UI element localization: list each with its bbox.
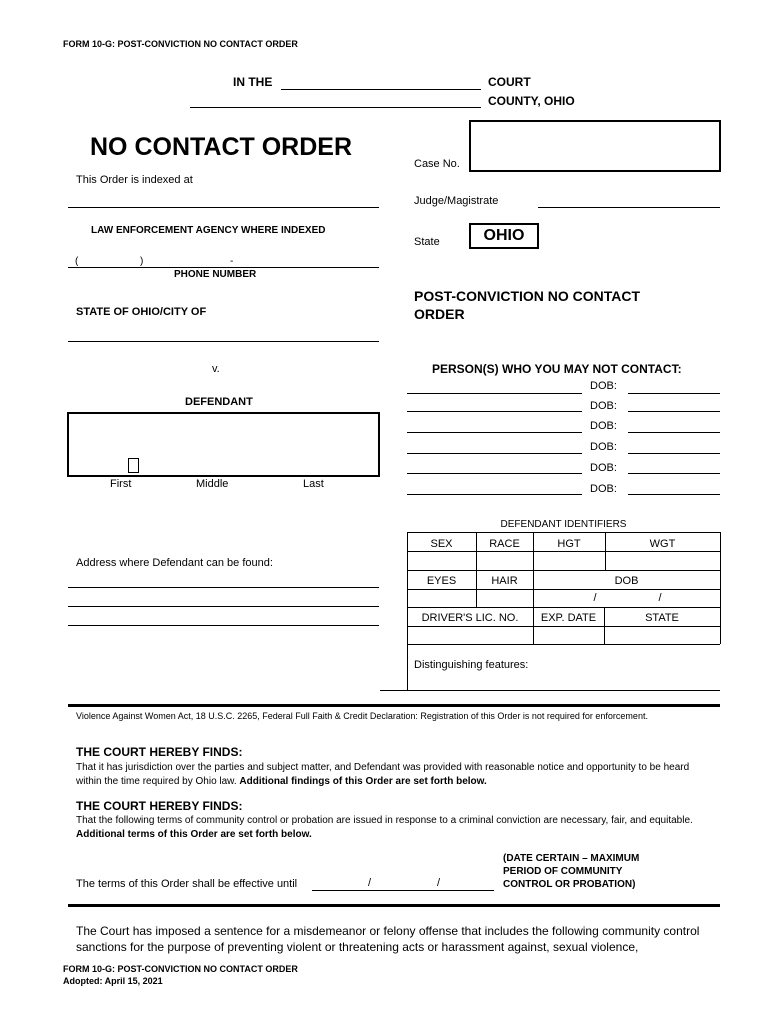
state-value: OHIO	[483, 227, 525, 244]
case-no-label: Case No.	[414, 158, 460, 170]
state-label: State	[414, 236, 440, 248]
phone-close-paren: )	[140, 256, 144, 267]
finds-1-bold: Additional findings of this Order are set forth below.	[239, 776, 487, 787]
court-name-line[interactable]	[281, 89, 481, 90]
hgt-header: HGT	[557, 538, 581, 550]
name-checkbox[interactable]	[128, 458, 139, 473]
finds-1-paragraph	[76, 761, 716, 789]
finds-1-text: That it has jurisdiction over the parties and subject matter, and Defendant was provided with reasonable notice and opportunity to be heard within the time required by Ohio law.	[76, 762, 690, 787]
dob-line-1[interactable]	[628, 393, 720, 394]
state-city-label: STATE OF OHIO/CITY OF	[76, 306, 207, 318]
indexed-at-line[interactable]	[68, 207, 379, 208]
table-row-line	[407, 551, 720, 552]
state-city-line[interactable]	[68, 341, 379, 342]
order-type-title: POST-CONVICTION NO CONTACT ORDER	[414, 288, 641, 322]
versus-label: v.	[212, 363, 220, 375]
person-line-6[interactable]	[407, 494, 582, 495]
date-certain-note: (DATE CERTAIN – MAXIMUM PERIOD OF COMMUNITY CONTROL OR PROBATION)	[503, 853, 640, 890]
persons-heading: PERSON(S) WHO YOU MAY NOT CONTACT:	[432, 362, 682, 376]
judge-line[interactable]	[538, 207, 720, 208]
effective-date-line[interactable]	[312, 890, 494, 891]
footer-form-title: FORM 10-G: POST-CONVICTION NO CONTACT ORDER	[63, 964, 298, 974]
section-divider-2	[68, 904, 720, 907]
dob-line-3[interactable]	[628, 432, 720, 433]
dob-line-6[interactable]	[628, 494, 720, 495]
eyes-header: EYES	[426, 575, 457, 587]
person-line-4[interactable]	[407, 453, 582, 454]
effective-label: The terms of this Order shall be effective until	[76, 878, 298, 890]
dob-label: DOB:	[590, 462, 617, 474]
phone-label: PHONE NUMBER	[174, 269, 257, 280]
court-label: COURT	[488, 75, 531, 89]
person-line-2[interactable]	[407, 411, 582, 412]
dob-line-4[interactable]	[628, 453, 720, 454]
dob-slash-2: /	[658, 592, 662, 604]
hair-header: HAIR	[491, 575, 518, 587]
person-line-3[interactable]	[407, 432, 582, 433]
name-middle-label: Middle	[196, 478, 229, 490]
dob-label: DOB:	[590, 400, 617, 412]
address-line-2[interactable]	[68, 606, 379, 607]
dob-slash-1: /	[593, 592, 597, 604]
table-bottom-line	[380, 690, 720, 691]
main-title: NO CONTACT ORDER	[90, 133, 353, 161]
form-title-header: FORM 10-G: POST-CONVICTION NO CONTACT ORDER	[63, 39, 298, 49]
defendant-name-box[interactable]	[67, 412, 380, 477]
person-line-1[interactable]	[407, 393, 582, 394]
table-row-line	[407, 589, 720, 590]
distinguishing-label: Distinguishing features:	[414, 659, 529, 671]
dob-label: DOB:	[590, 420, 617, 432]
name-last-label: Last	[303, 478, 324, 490]
table-row-line	[407, 570, 720, 571]
table-top-line	[407, 532, 720, 533]
dob-line-5[interactable]	[628, 473, 720, 474]
county-name-line[interactable]	[190, 107, 481, 108]
defendant-label: DEFENDANT	[185, 396, 253, 408]
in-the-label: IN THE	[233, 75, 273, 89]
section-divider	[68, 704, 720, 707]
phone-line[interactable]	[68, 267, 379, 268]
identifiers-heading: DEFENDANT IDENTIFIERS	[500, 519, 627, 530]
footer-adopted: Adopted: April 15, 2021	[63, 976, 163, 986]
dob-label: DOB:	[590, 380, 617, 392]
dob-label: DOB:	[590, 483, 617, 495]
date-slash-1: /	[368, 877, 372, 889]
table-row-line	[407, 626, 720, 627]
phone-dash: -	[230, 256, 234, 267]
dob-header: DOB	[614, 575, 639, 587]
indexed-at-label: This Order is indexed at	[76, 174, 193, 186]
address-label: Address where Defendant can be found:	[76, 557, 273, 569]
name-first-label: First	[110, 478, 132, 490]
sentence-paragraph: The Court has imposed a sentence for a misdemeanor or felony offense that includes the following community control sanctions for the purpose of preventing violent or threatening acts or harassment against, sexual violence,	[76, 924, 700, 954]
finds-2-bold: Additional terms of this Order are set forth below.	[76, 829, 312, 840]
table-left-border	[407, 532, 408, 690]
finds-2-heading: THE COURT HEREBY FINDS:	[76, 799, 243, 813]
dob-label: DOB:	[590, 441, 617, 453]
wgt-header: WGT	[649, 538, 676, 550]
table-right-border	[720, 532, 721, 644]
state-header: STATE	[645, 612, 679, 624]
date-slash-2: /	[437, 877, 441, 889]
county-ohio-label: COUNTY, OHIO	[488, 94, 575, 108]
finds-1-heading: THE COURT HEREBY FINDS:	[76, 745, 243, 759]
finds-2-text: That the following terms of community control or probation are issued in response to a criminal conviction are necessary, fair, and equitable.	[76, 815, 693, 826]
table-row-line	[407, 607, 720, 608]
sex-header: SEX	[430, 538, 453, 550]
agency-label: LAW ENFORCEMENT AGENCY WHERE INDEXED	[91, 225, 326, 236]
case-number-box[interactable]	[469, 120, 721, 172]
dob-line-2[interactable]	[628, 411, 720, 412]
judge-label: Judge/Magistrate	[414, 195, 499, 207]
vawa-note: Violence Against Women Act, 18 U.S.C. 2265, Federal Full Faith & Credit Declaration: Registration of this Order is not required for enforcement.	[76, 711, 648, 721]
table-row-line	[407, 644, 720, 645]
person-line-5[interactable]	[407, 473, 582, 474]
exp-date-header: EXP. DATE	[540, 612, 597, 624]
address-line-3[interactable]	[68, 625, 379, 626]
finds-2-paragraph	[76, 814, 716, 842]
address-line-1[interactable]	[68, 587, 379, 588]
race-header: RACE	[489, 538, 520, 550]
phone-open-paren: (	[75, 256, 79, 267]
dl-no-header: DRIVER'S LIC. NO.	[421, 612, 519, 624]
